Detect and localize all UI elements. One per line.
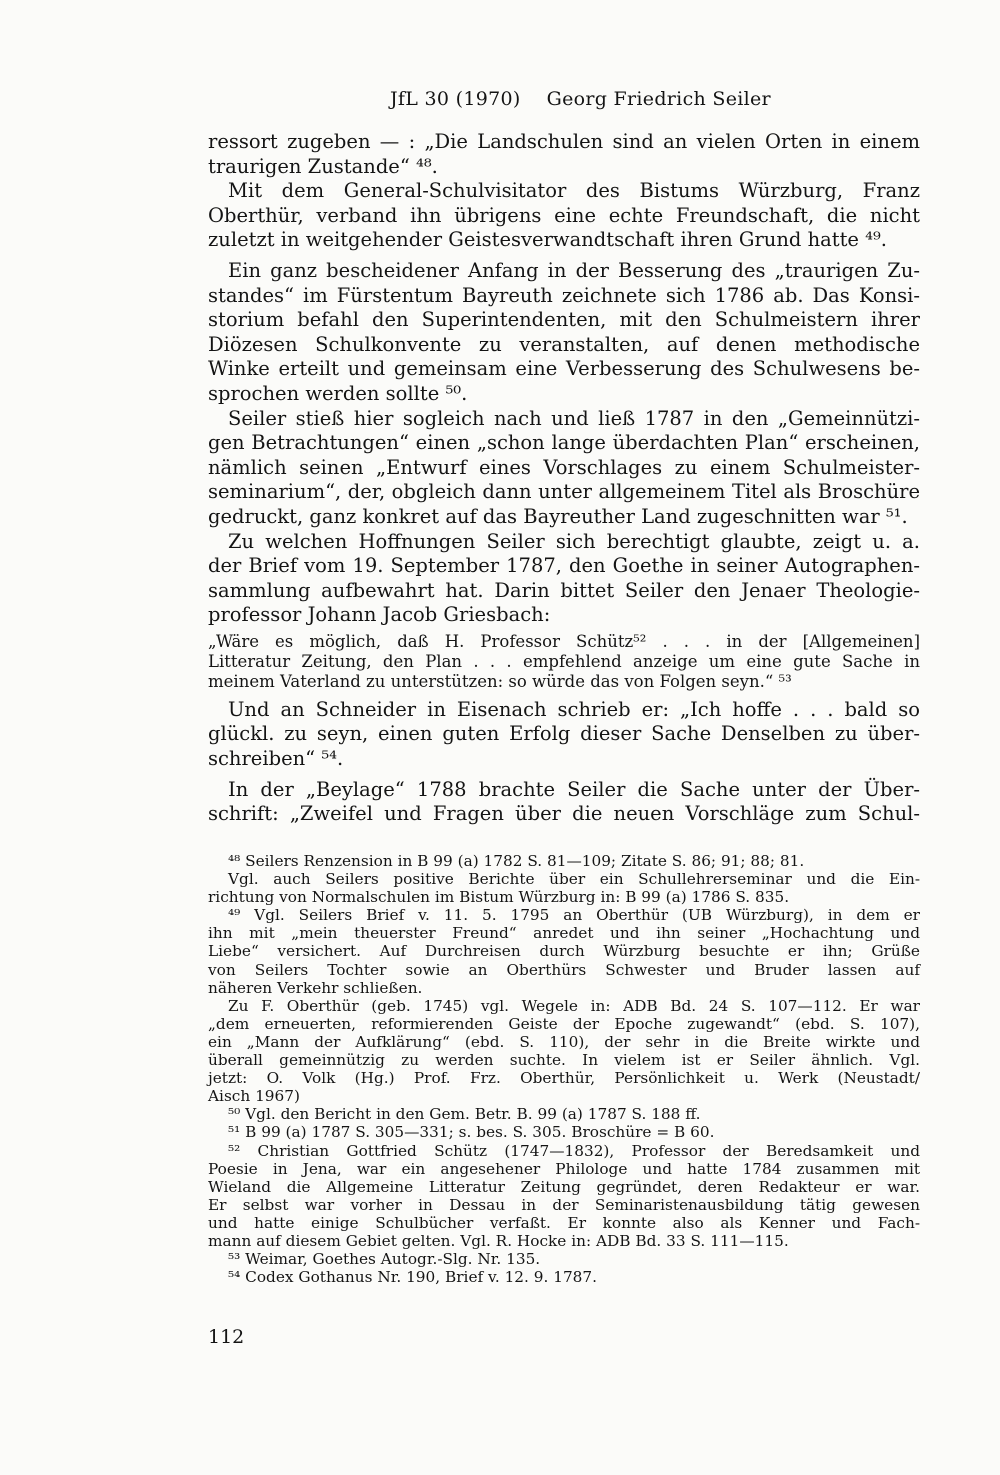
- footnote-line: „dem erneuerten, reformierenden Geiste der Epoche zugewandt“ (ebd. S. 107),: [208, 1014, 920, 1033]
- footnote-line: Zu F. Oberthür (geb. 1745) vgl. Wegele in: ADB Bd. 24 S. 107—112. Er war: [228, 996, 920, 1015]
- footnote-line: ein „Mann der Aufklärung“ (ebd. S. 110), der sehr in die Breite wirkte und: [208, 1032, 920, 1051]
- text-line: gedruckt, ganz konkret auf das Bayreuther Land zugeschnitten war ⁵¹.: [208, 504, 908, 528]
- footnote-line: von Seilers Tochter sowie an Oberthürs Schwester und Bruder lassen auf: [208, 960, 920, 979]
- text-line: Und an Schneider in Eisenach schrieb er: „Ich hoffe . . . bald so: [228, 697, 920, 721]
- footnote-line: ⁵³ Weimar, Goethes Autogr.-Slg. Nr. 135.: [228, 1250, 541, 1269]
- page-number: 112: [208, 1326, 245, 1348]
- block-quote: [208, 632, 920, 692]
- text-line: professor Johann Jacob Griesbach:: [208, 603, 551, 627]
- footnote-line: Wieland die Allgemeine Litteratur Zeitung gegründet, deren Redakteur er war.: [208, 1177, 920, 1196]
- text-line: Mit dem General-Schulvisitator des Bistums Würzburg, Franz: [228, 179, 920, 203]
- text-line: sammlung aufbewahrt hat. Darin bittet Seiler den Jenaer Theologie-: [208, 578, 920, 602]
- text-line: In der „Beylage“ 1788 brachte Seiler die Sache unter der Über-: [228, 777, 920, 801]
- footnote-line: jetzt: O. Volk (Hg.) Prof. Frz. Oberthür, Persönlichkeit u. Werk (Neustadt/: [208, 1069, 920, 1088]
- footnote-line: richtung von Normalschulen im Bistum Würzburg in: B 99 (a) 1786 S. 835.: [208, 888, 790, 907]
- footnote-line: ⁵⁴ Codex Gothanus Nr. 190, Brief v. 12. 9. 1787.: [228, 1268, 598, 1287]
- text-line: sprochen werden sollte ⁵⁰.: [208, 381, 468, 405]
- footnote-line: Aisch 1967): [208, 1087, 300, 1106]
- text-line: standes“ im Fürstentum Bayreuth zeichnete sich 1786 ab. Das Konsi-: [208, 283, 920, 307]
- footnote-line: Liebe“ versichert. Auf Durchreisen durch Würzburg besuchte er ihn; Grüße: [208, 942, 920, 961]
- quote-line: „Wäre es möglich, daß H. Professor Schütz⁵² . . . in der [Allgemeinen]: [208, 631, 920, 651]
- text-line: traurigen Zustande“ ⁴⁸.: [208, 154, 438, 178]
- article-author: Georg Friedrich Seiler: [546, 88, 771, 110]
- text-line: schreiben“ ⁵⁴.: [208, 747, 344, 771]
- footnote-line: ⁴⁹ Vgl. Seilers Brief v. 11. 5. 1795 an Oberthür (UB Würzburg), in dem er: [228, 906, 920, 925]
- text-line: nämlich seinen „Entwurf eines Vorschlages zu einem Schulmeister-: [208, 455, 920, 479]
- text-line: Oberthür, verband ihn übrigens eine echte Freundschaft, die nicht: [208, 203, 920, 227]
- text-line: storium befahl den Superintendenten, mit den Schulmeistern ihrer: [208, 308, 920, 332]
- footnotes: [208, 852, 920, 1286]
- text-line: der Brief vom 19. September 1787, den Goethe in seiner Autographen-: [208, 554, 920, 578]
- footnote-line: Er selbst war vorher in Dessau in der Seminaristenausbildung tätig gewesen: [208, 1195, 920, 1214]
- text-line: ressort zugeben — : „Die Landschulen sind an vielen Orten in einem: [208, 130, 920, 153]
- text-line: Zu welchen Hoffnungen Seiler sich berechtigt glaubte, zeigt u. a.: [228, 529, 920, 553]
- body-paragraphs: [208, 130, 920, 628]
- footnote-line: ⁵¹ B 99 (a) 1787 S. 305—331; s. bes. S. 305. Broschüre = B 60.: [228, 1123, 715, 1142]
- body-text: [208, 130, 920, 827]
- text-line: glückl. zu seyn, einen guten Erfolg dieser Sache Denselben zu über-: [208, 722, 920, 746]
- body-paragraphs-continued: [208, 698, 920, 827]
- text-line: Winke erteilt und gemeinsam eine Verbesserung des Schulwesens be-: [208, 357, 920, 381]
- text-line: schrift: „Zweifel und Fragen über die neuen Vorschläge zum Schul-: [208, 802, 920, 826]
- quote-line: meinem Vaterland zu unterstützen: so würde das von Folgen seyn.“ ⁵³: [208, 671, 792, 691]
- text-line: zuletzt in weitgehender Geistesverwandtschaft ihren Grund hatte ⁴⁹.: [208, 228, 887, 252]
- footnote-line: mann auf diesem Gebiet gelten. Vgl. R. Hocke in: ADB Bd. 33 S. 111—115.: [208, 1231, 789, 1250]
- text-line: Seiler stieß hier sogleich nach und ließ 1787 in den „Gemeinnützi-: [228, 406, 920, 430]
- footnote-line: näheren Verkehr schließen.: [208, 978, 423, 997]
- text-line: Diözesen Schulkonvente zu veranstalten, auf denen methodische: [208, 332, 920, 356]
- footnote-line: ⁵⁰ Vgl. den Bericht in den Gem. Betr. B. 99 (a) 1787 S. 188 ff.: [228, 1105, 701, 1124]
- text-line: seminarium“, der, obgleich dann unter allgemeinem Titel als Broschüre: [208, 480, 920, 504]
- footnote-line: und hatte einige Schulbücher verfaßt. Er konnte also als Kenner und Fach-: [208, 1213, 920, 1232]
- footnote-line: ⁴⁸ Seilers Renzension in B 99 (a) 1782 S. 81—109; Zitate S. 86; 91; 88; 81.: [228, 852, 805, 870]
- running-header: [390, 88, 771, 110]
- text-line: gen Betrachtungen“ einen „schon lange überdachten Plan“ erscheinen,: [208, 431, 920, 455]
- text-line: Ein ganz bescheidener Anfang in der Besserung des „traurigen Zu-: [228, 258, 920, 282]
- footnote-line: Vgl. auch Seilers positive Berichte über ein Schullehrerseminar und die Ein-: [228, 870, 920, 889]
- journal-reference: JfL 30 (1970): [390, 88, 521, 110]
- footnote-line: ⁵² Christian Gottfried Schütz (1747—1832), Professor der Beredsamkeit und: [228, 1141, 920, 1160]
- quote-line: Litteratur Zeitung, den Plan . . . empfehlend anzeige um eine gute Sache in: [208, 651, 920, 671]
- footnote-line: überall gemeinnützig zu werden suchte. In vielem ist er Seiler ähnlich. Vgl.: [208, 1051, 920, 1070]
- footnote-line: Poesie in Jena, war ein angesehener Philologe und hatte 1784 zusammen mit: [208, 1159, 920, 1178]
- footnote-line: ihn mit „mein theuerster Freund“ anredet und ihn seiner „Hochachtung und: [208, 924, 920, 943]
